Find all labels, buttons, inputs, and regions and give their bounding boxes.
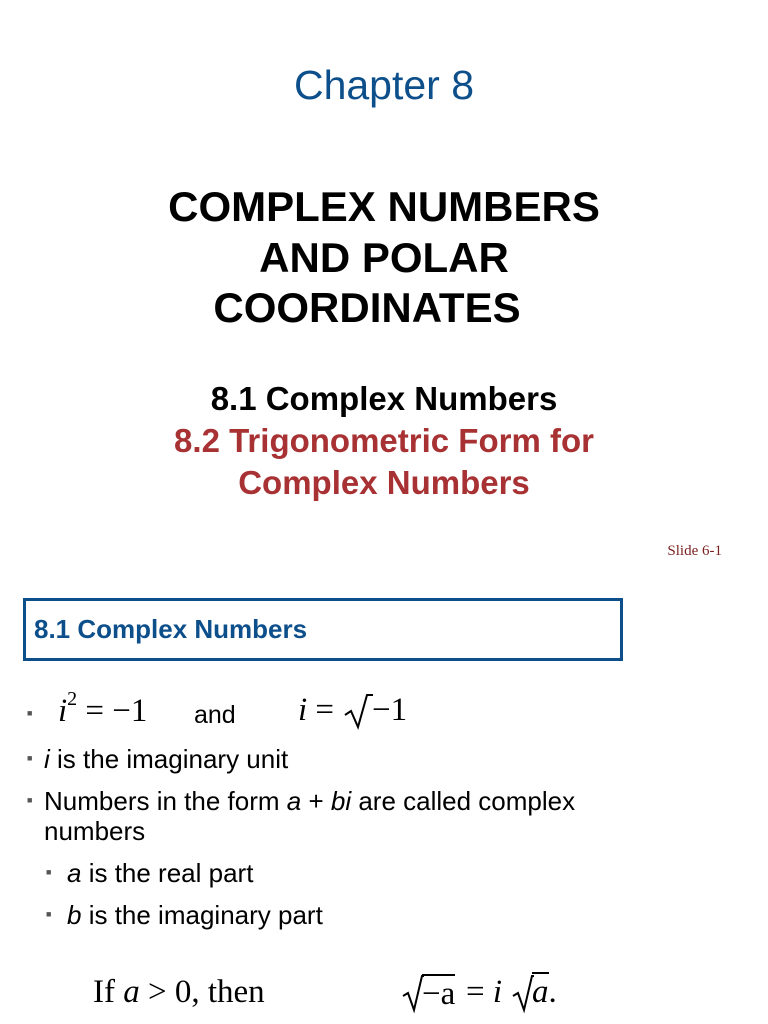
eq3-cond: > 0, then bbox=[139, 974, 265, 1010]
bullet-icon: ■ bbox=[27, 708, 33, 718]
eq3-equals: = bbox=[466, 974, 493, 1010]
title-line-2: AND POLAR bbox=[259, 234, 509, 281]
section-heading-box bbox=[23, 598, 623, 661]
section-8-2-line-2: Complex Numbers bbox=[238, 464, 530, 501]
eq3-i: i bbox=[492, 974, 503, 1010]
bullet-i: i bbox=[44, 744, 50, 774]
sub-bullet-real-part bbox=[67, 858, 253, 889]
chapter-title: Chapter 8 bbox=[293, 62, 475, 108]
b2-bi: bi bbox=[330, 786, 352, 816]
eq2-radicand: −1 bbox=[372, 692, 408, 728]
eq2-equals: = bbox=[307, 692, 335, 728]
b2-a: a bbox=[286, 786, 302, 816]
bullet-imaginary-unit bbox=[44, 744, 288, 775]
section-8-1-label: 8.1 Complex Numbers bbox=[210, 380, 558, 417]
bullet-icon: ■ bbox=[27, 795, 33, 805]
section-8-2-line-1: 8.2 Trigonometric Form for bbox=[174, 422, 594, 459]
bullet-complex-form bbox=[44, 786, 575, 846]
sub2-text: is the imaginary part bbox=[81, 900, 323, 930]
title-line-3: COORDINATES bbox=[213, 284, 521, 331]
equation-condition bbox=[93, 974, 265, 1011]
b2-pre: Numbers in the form bbox=[44, 786, 287, 816]
eq3-rhs bbox=[466, 974, 502, 1011]
eq1-rhs: = −1 bbox=[85, 693, 148, 729]
radical-sign-icon bbox=[343, 693, 373, 731]
eq3-dot: . bbox=[548, 974, 557, 1010]
eq3-if: If bbox=[93, 974, 124, 1010]
sub-bullet-imaginary-part bbox=[67, 900, 323, 931]
eq3-radicand-1: −a bbox=[422, 976, 456, 1012]
b2-plus: + bbox=[301, 786, 331, 816]
radical-sign-icon bbox=[512, 974, 534, 1014]
sub1-text: is the real part bbox=[81, 858, 254, 888]
section-heading: 8.1 Complex Numbers bbox=[34, 614, 308, 644]
equation-i-sqrt bbox=[298, 692, 334, 729]
sub2-b: b bbox=[67, 900, 82, 930]
sub-bullet-icon: ■ bbox=[46, 867, 52, 877]
sub-bullet-icon: ■ bbox=[46, 909, 52, 919]
and-label: and bbox=[194, 701, 236, 729]
radical-sign-icon bbox=[402, 974, 424, 1014]
bullet-text: is the imaginary unit bbox=[49, 744, 289, 774]
eq1-base: i bbox=[58, 693, 68, 729]
sub1-a: a bbox=[67, 858, 82, 888]
b2-post: are called complex bbox=[351, 786, 576, 816]
eq3-radicand-2 bbox=[532, 974, 557, 1010]
slide-number: Slide 6-1 bbox=[667, 543, 722, 559]
eq3-a: a bbox=[123, 974, 140, 1010]
equation-i-squared bbox=[58, 688, 148, 730]
b2-line2: numbers bbox=[44, 816, 146, 846]
eq3-rad2: a bbox=[532, 974, 549, 1010]
title-line-1: COMPLEX NUMBERS bbox=[168, 183, 600, 230]
bullet-icon: ■ bbox=[27, 753, 33, 763]
eq1-exponent: 2 bbox=[67, 688, 78, 710]
eq2-i: i bbox=[298, 692, 308, 728]
